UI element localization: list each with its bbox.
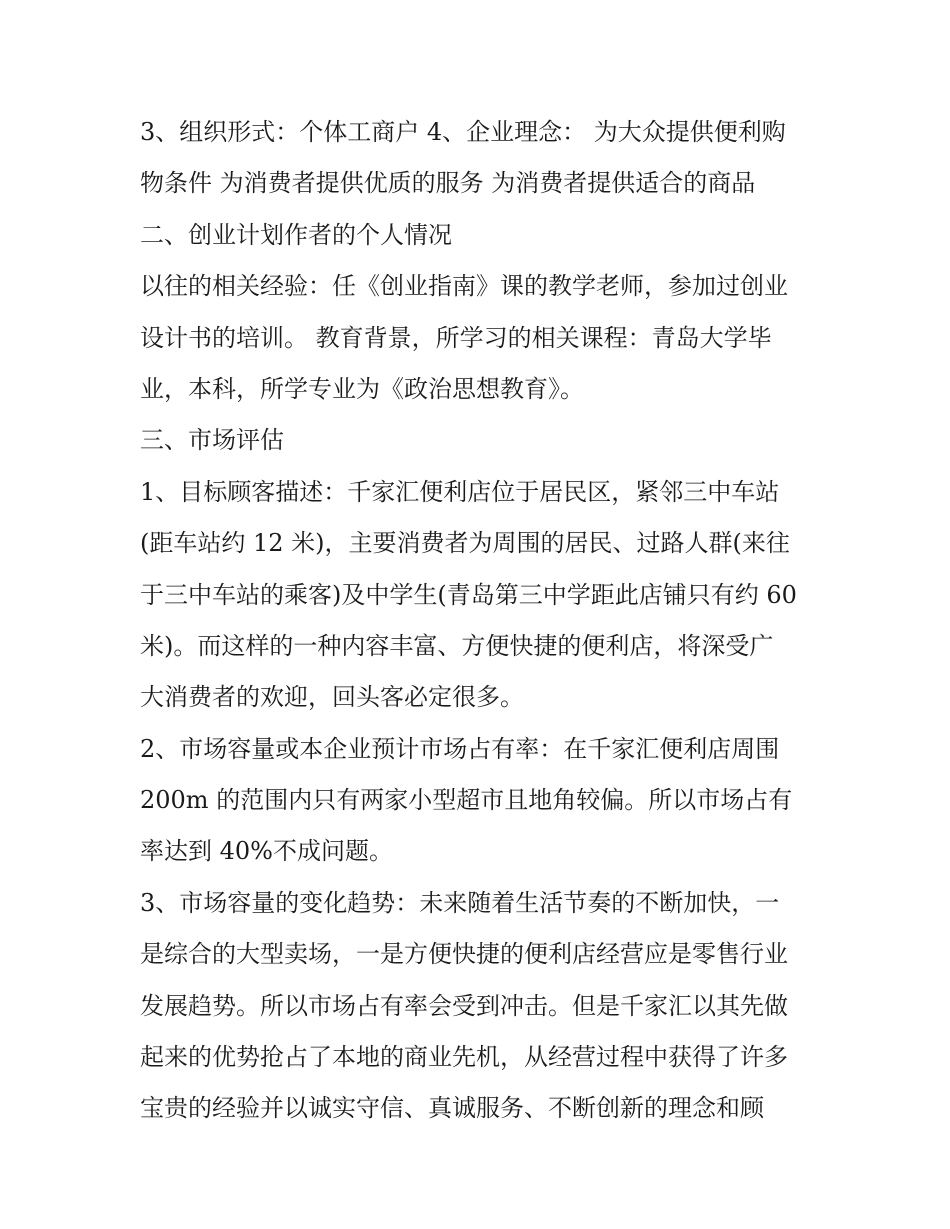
text-line: 是综合的大型卖场，一是方便快捷的便利店经营应是零售行业: [140, 940, 788, 969]
text-line: 3、市场容量的变化趋势：未来随着生活节奏的不断加快，一: [140, 888, 780, 917]
text-line: 业，本科，所学专业为《政治思想教育》。: [140, 374, 584, 403]
text-line: (距车站约 12 米)，主要消费者为周围的居民、过路人群(来往: [140, 529, 790, 558]
text-line: 发展趋势。所以市场占有率会受到冲击。但是千家汇以其先做: [140, 991, 788, 1020]
section-heading: 二、创业计划作者的个人情况: [140, 220, 452, 249]
text-line: 200m 的范围内只有两家小型超市且地角较偏。所以市场占有: [140, 786, 793, 815]
text-line: 1、目标顾客描述：千家汇便利店位于居民区，紧邻三中车站: [140, 477, 780, 506]
text-line: 米)。而这样的一种内容丰富、方便快捷的便利店，将深受广: [140, 631, 774, 660]
text-line: 宝贵的经验并以诚实守信、真诚服务、不断创新的理念和顾: [140, 1094, 764, 1123]
text-line: 大消费者的欢迎，回头客必定很多。: [140, 683, 524, 712]
text-line: 于三中车站的乘客)及中学生(青岛第三中学距此店铺只有约 60: [140, 580, 797, 609]
text-line: 起来的优势抢占了本地的商业先机，从经营过程中获得了许多: [140, 1043, 788, 1072]
text-line: 以往的相关经验：任《创业指南》课的教学老师，参加过创业: [140, 272, 788, 301]
text-line: 率达到 40%不成问题。: [140, 837, 393, 866]
section-heading: 三、市场评估: [140, 426, 284, 455]
text-line: 3、组织形式：个体工商户 4、企业理念： 为大众提供便利购: [140, 118, 786, 146]
text-line: 设计书的培训。 教育背景，所学习的相关课程：青岛大学毕: [140, 323, 772, 352]
text-line: 物条件 为消费者提供优质的服务 为消费者提供适合的商品: [140, 169, 756, 198]
text-line: 2、市场容量或本企业预计市场占有率：在千家汇便利店周围: [140, 734, 780, 763]
document-body: [140, 107, 820, 1135]
